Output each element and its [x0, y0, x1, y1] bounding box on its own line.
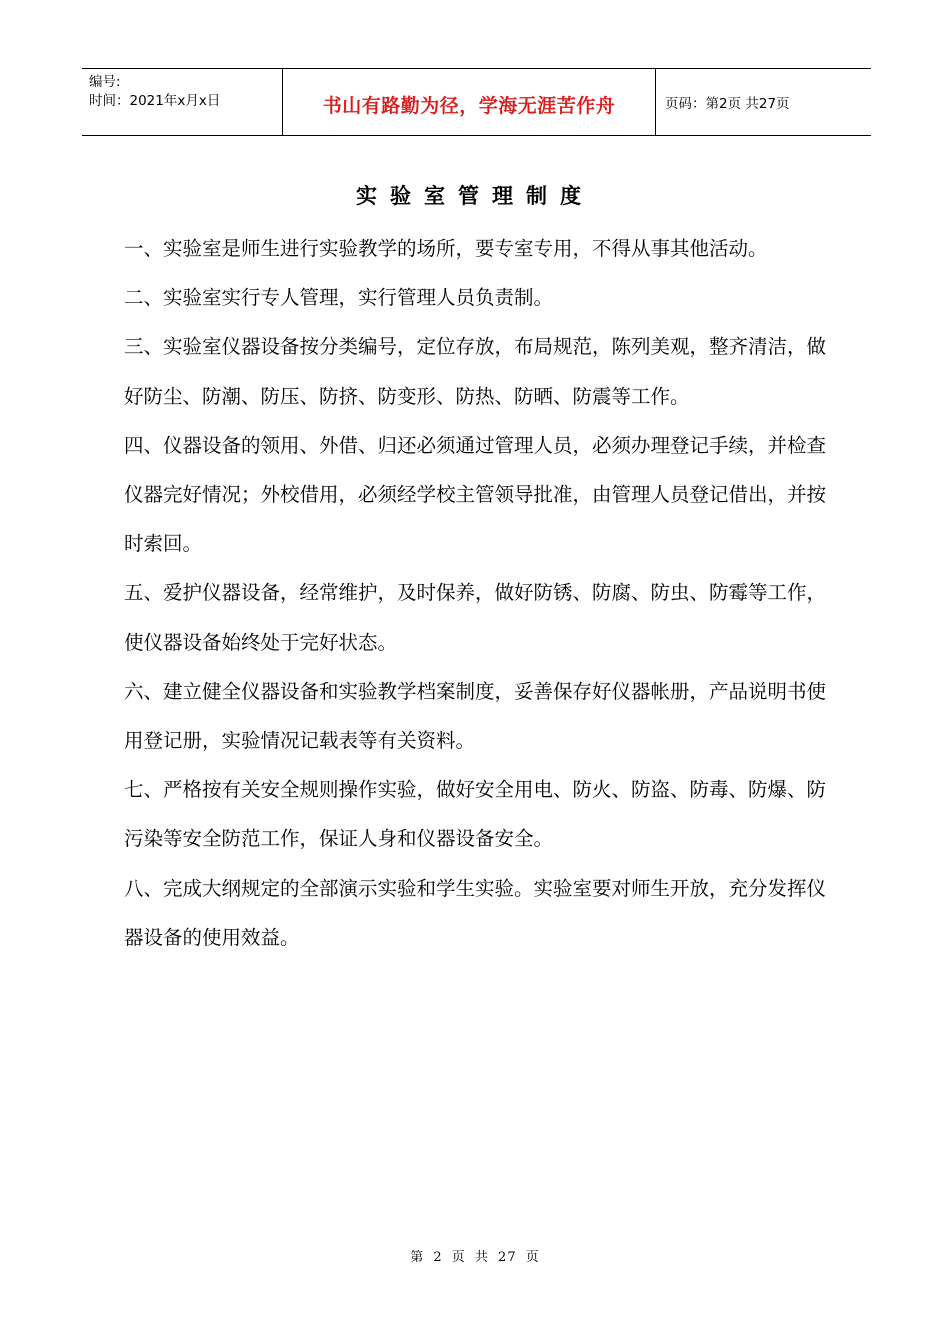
rule-paragraph-3: 三、实验室仪器设备按分类编号，定位存放，布局规范，陈列美观，整齐清洁，做好防尘、防潮、防压、防挤、防变形、防热、防晒、防震等工作。 — [124, 335, 827, 408]
rule-paragraph-6: 六、建立健全仪器设备和实验教学档案制度，妥善保存好仪器帐册，产品说明书使用登记册，实验情况记载表等有关资料。 — [124, 679, 827, 753]
page-label: 页码：第2页 共27页 — [665, 96, 790, 112]
document-header — [82, 68, 871, 136]
document-title: 实验室管理制度 — [356, 183, 594, 208]
motto-text: 书山有路勤为径，学海无涯苦作舟 — [322, 94, 616, 117]
header-page-cell — [656, 69, 871, 135]
time-label: 时间：2021年x月x日 — [89, 93, 221, 109]
rule-paragraph-1: 一、实验室是师生进行实验教学的场所，要专室专用，不得从事其他活动。 — [124, 237, 768, 260]
header-meta-cell — [82, 69, 283, 135]
header-motto-cell — [283, 69, 656, 135]
rule-paragraph-7: 七、严格按有关安全规则操作实验，做好安全用电、防火、防盗、防毒、防爆、防污染等安全防范工作，保证人身和仪器设备安全。 — [124, 778, 827, 851]
rule-paragraph-8: 八、完成大纲规定的全部演示实验和学生实验。实验室要对师生开放，充分发挥仪器设备的使用效益。 — [124, 876, 827, 949]
page-footer: 第 2 页 共 27 页 — [410, 1250, 540, 1265]
rule-paragraph-4: 四、仪器设备的领用、外借、归还必须通过管理人员，必须办理登记手续，并检查仪器完好情况；外校借用，必须经学校主管领导批准，由管理人员登记借出，并按时索回。 — [124, 433, 827, 556]
number-label: 编号: — [89, 74, 121, 90]
rule-paragraph-5: 五、爱护仪器设备，经常维护，及时保养，做好防锈、防腐、防虫、防霉等工作，使仪器设备始终处于完好状态。 — [124, 581, 827, 654]
document-body — [124, 224, 844, 962]
rule-paragraph-2: 二、实验室实行专人管理，实行管理人员负责制。 — [124, 286, 554, 310]
